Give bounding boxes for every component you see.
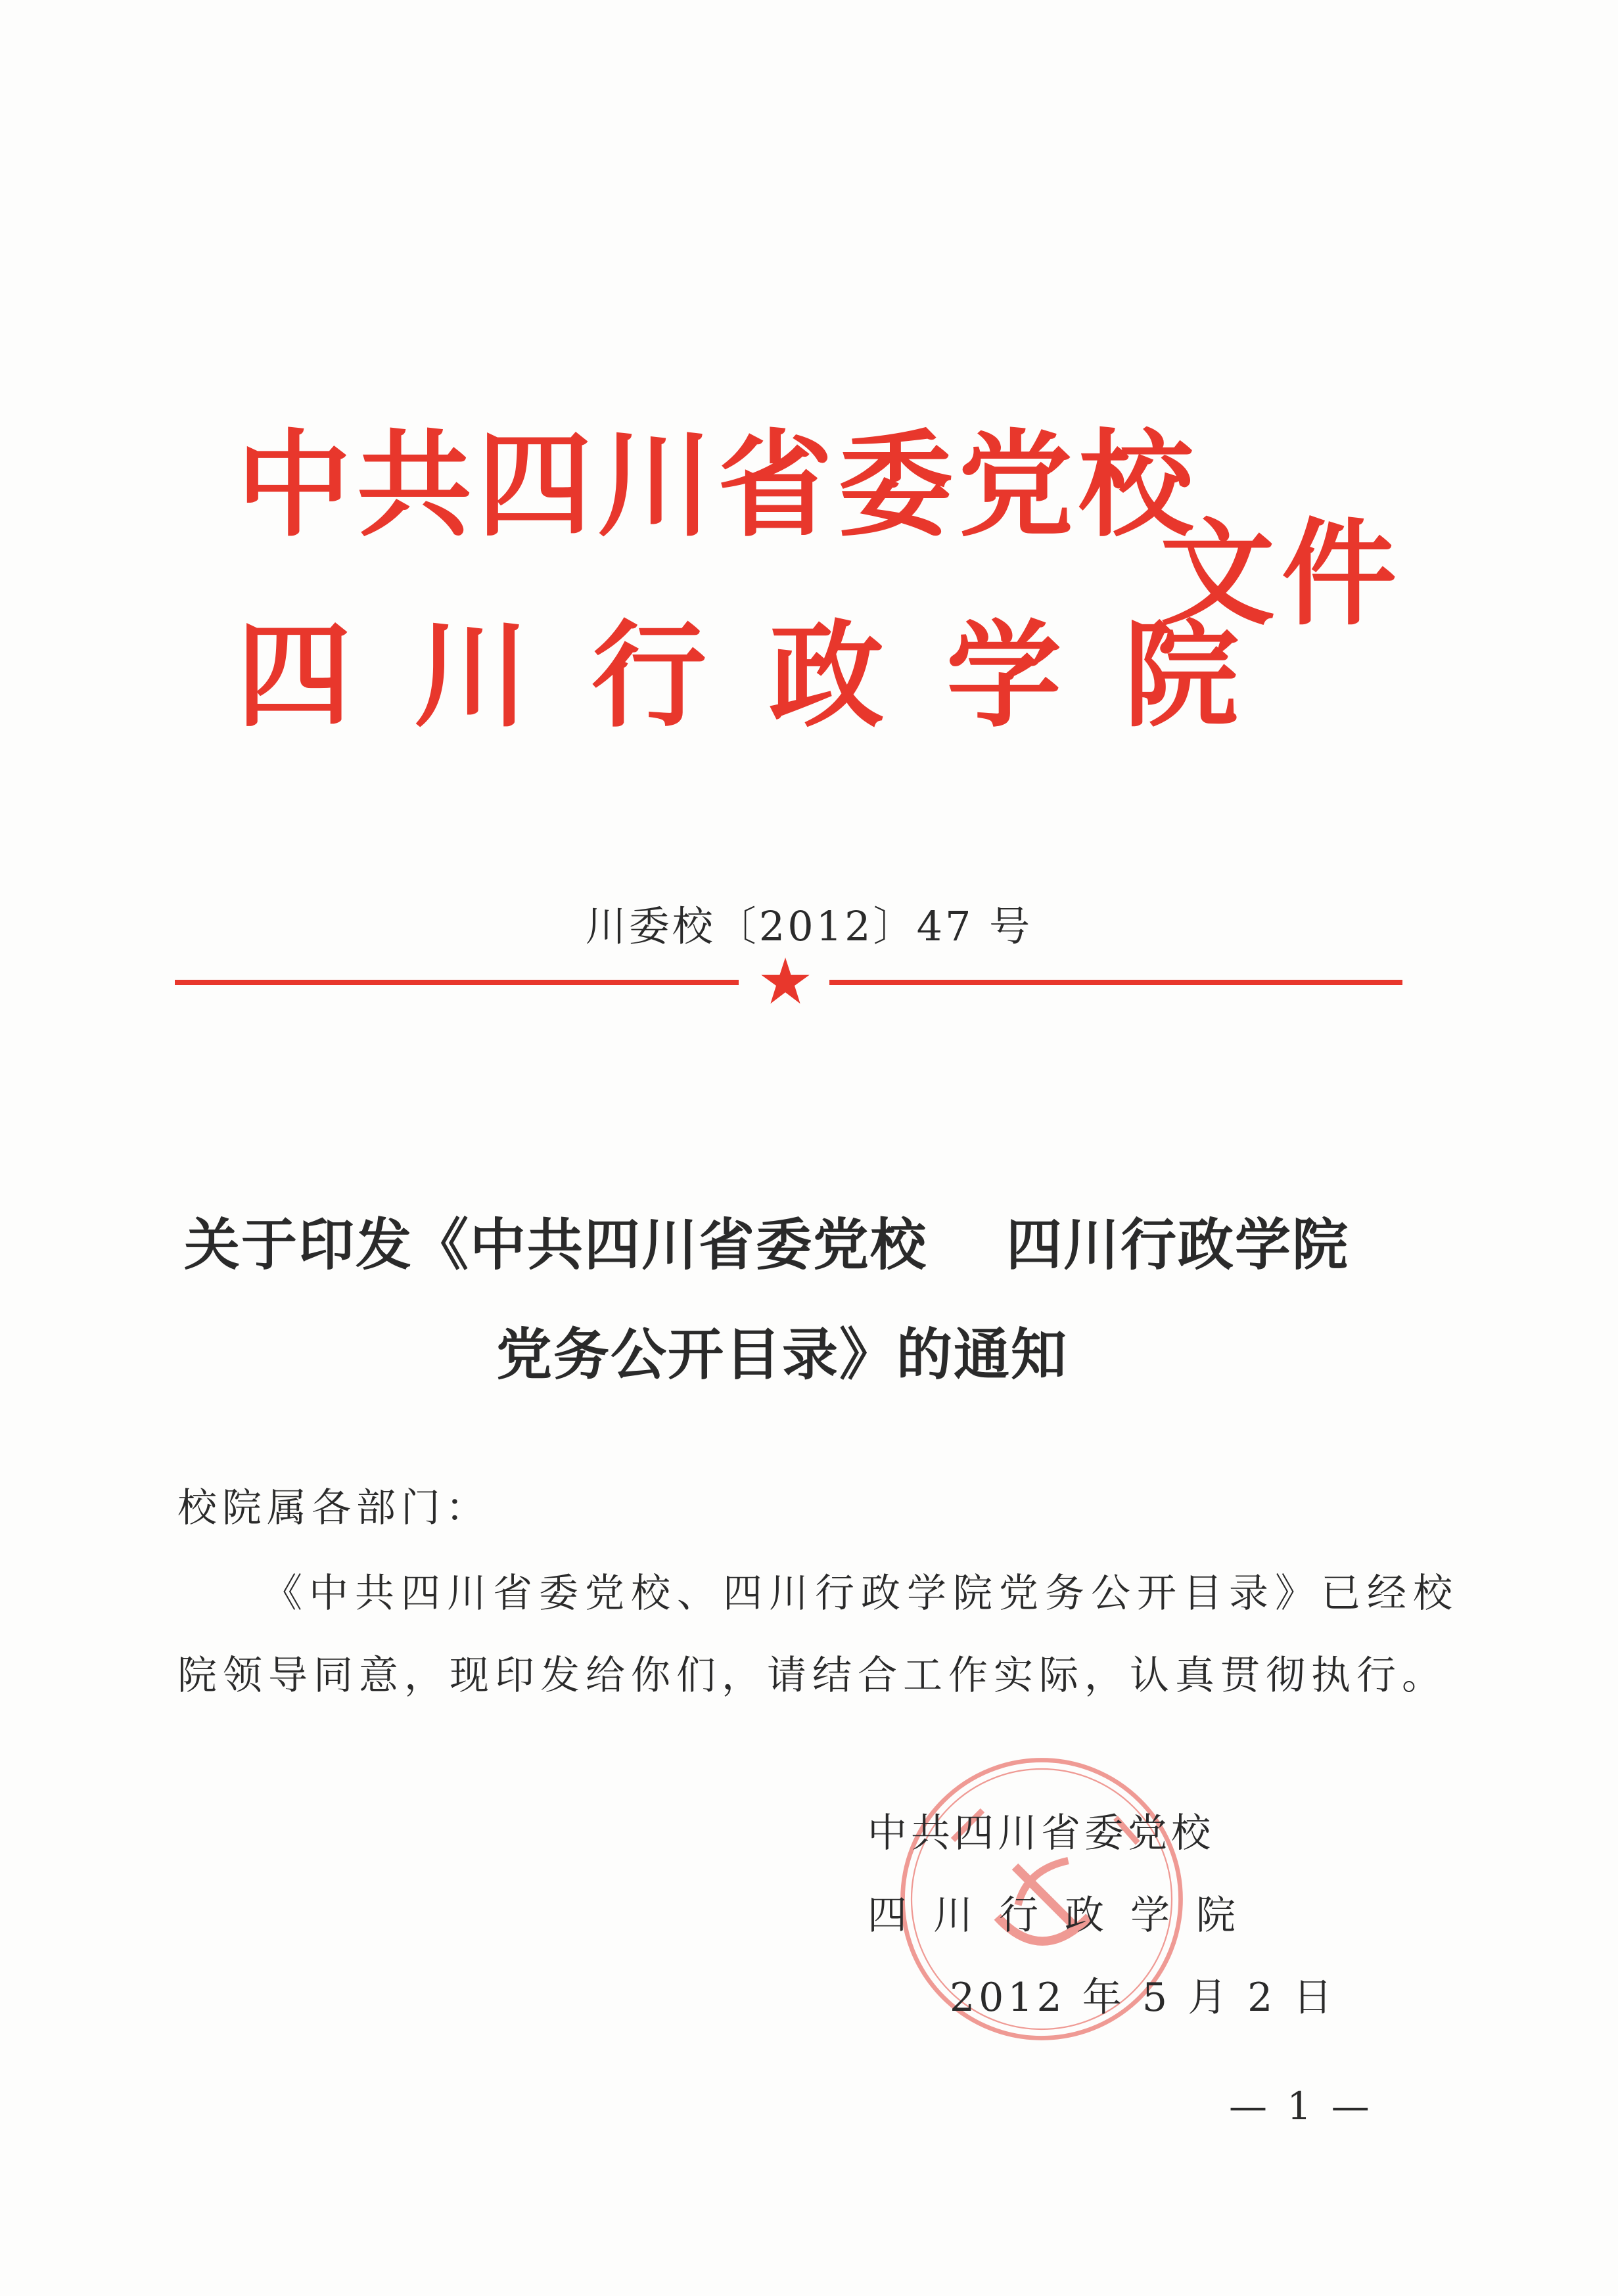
salutation: 校院属各部门： [177, 1485, 490, 1531]
notice-title-line-1-part-2: 四川行政学院 [1006, 1212, 1350, 1278]
signature-org-line-2: 四川行政学院 [867, 1893, 1262, 1939]
issuer-name-line-1: 中共四川省委党校 [237, 419, 1199, 553]
signature-org-line-1: 中共四川省委党校 [867, 1810, 1214, 1856]
star-icon [760, 955, 811, 1007]
body-paragraph-line-1: 《中共四川省委党校、四川行政学院党务公开目录》已经校 [263, 1571, 1459, 1617]
notice-title-line-1 [184, 1206, 1349, 1285]
document-number: 川委校〔2012〕47 号 [585, 902, 1033, 950]
signature-date: 2012 年 5 月 2 日 [950, 1975, 1337, 2021]
notice-title-line-2: 党务公开目录》的通知 [496, 1322, 1069, 1388]
red-separator-left [175, 980, 739, 985]
issuer-name-line-2: 四川行政学院 [237, 610, 1301, 743]
red-separator-right [829, 980, 1402, 985]
notice-title-line-1-part-1: 关于印发《中共四川省委党校 [184, 1212, 928, 1278]
body-paragraph-line-2: 院领导同意，现印发给你们，请结合工作实际，认真贯彻执行。 [177, 1653, 1447, 1699]
document-type-label: 文件 [1160, 508, 1403, 641]
page-number: — 1 — [1229, 2084, 1374, 2128]
